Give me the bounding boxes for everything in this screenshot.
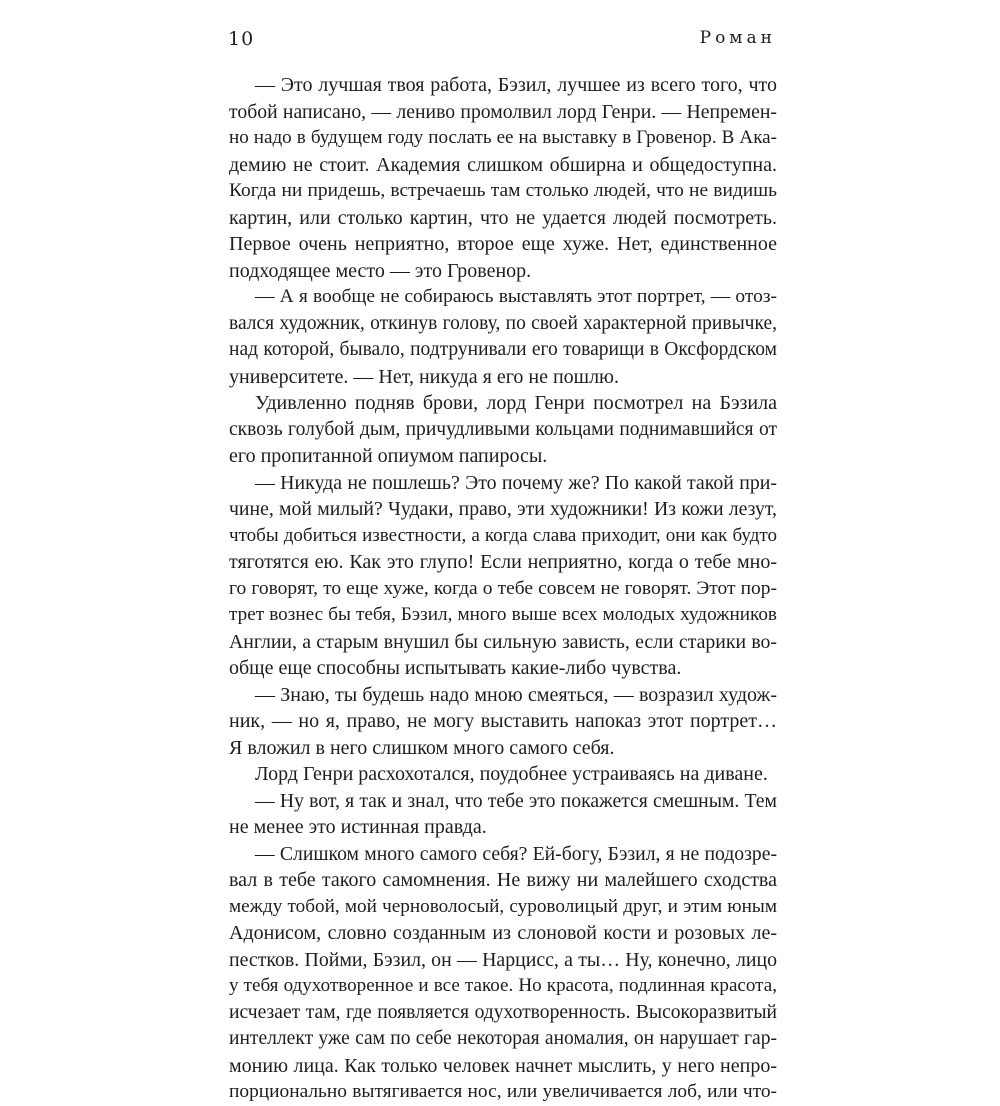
text-line: монию лица. Как только человек начнет мыслить, у него непро- [229, 1054, 777, 1077]
text-line: вался художник, откинув голову, по своей характерной привычке, [229, 312, 777, 334]
text-line: — Слишком много самого себя? Ей-богу, Бэзил, я не подозре- [255, 842, 777, 865]
text-line: демию не стоит. Академия слишком обширна и общедоступна. [229, 153, 777, 176]
text-line: Первое очень неприятно, второе еще хуже. Нет, единственное [229, 233, 777, 255]
text-line: порционально вытягивается нос, или увеличивается лоб, или что- [229, 1081, 777, 1102]
running-title: Роман [699, 28, 776, 48]
text-line: Англии, а старым внушил бы сильную зависть, если старики во- [229, 630, 777, 653]
text-line: у тебя одухотворенное и все такое. Но красота, подлинная красота, [229, 975, 777, 996]
text-line: над которой, бывало, подтрунивали его товарищи в Оксфордском [229, 339, 777, 360]
text-line: интеллект уже сам по себе некоторая аномалия, он нарушает гар- [229, 1028, 777, 1049]
text-line: — Знаю, ты будешь надо мною смеяться, — возразил худож- [255, 683, 777, 706]
text-line: картин, или столько картин, что не удается людей посмотреть. [229, 206, 777, 229]
text-line: тяготятся ею. Как это глупо! Если неприятно, когда о тебе мно- [229, 551, 777, 573]
text-line: сквозь голубой дым, причудливыми кольцами поднимавшийся от [229, 418, 777, 440]
page-number: 10 [228, 28, 255, 50]
text-line: подходящее место — это Гровенор. [229, 259, 532, 282]
text-line: между тобой, мой черноволосый, суроволицый друг, и этим юным [229, 895, 777, 917]
text-line: ник, — но я, право, не могу выставить напоказ этот портрет… [229, 710, 777, 732]
text-line: исчезает там, где появляется одухотворенность. Высокоразвитый [229, 1001, 777, 1023]
body-text [229, 72, 777, 1106]
text-line: обще еще способны испытывать какие-либо чувства. [229, 657, 682, 679]
text-line: университете. — Нет, никуда я его не пошлю. [229, 365, 619, 388]
text-line: но надо в будущем году послать ее на выставку в Гровенор. В Ака- [229, 127, 777, 148]
page-header [228, 28, 776, 54]
text-line: — Это лучшая твоя работа, Бэзил, лучшее из всего того, что [255, 74, 777, 96]
text-line: — Ну вот, я так и знал, что тебе это покажется смешным. Тем [255, 789, 777, 812]
text-line: — А я вообще не собираюсь выставлять этот портрет, — отоз- [255, 286, 777, 307]
text-line: не менее это истинная правда. [229, 816, 487, 838]
text-line: тобой написано, — лениво промолвил лорд Генри. — Непремен- [229, 100, 777, 123]
text-line: трет вознес бы тебя, Бэзил, много выше всех молодых художников [229, 604, 777, 625]
text-line: го говорят, то еще хуже, когда о тебе совсем не говорят. Этот пор- [229, 577, 777, 599]
text-line: вал в тебе такого самомнения. Не вижу ни малейшего сходства [229, 869, 777, 891]
text-line: Адонисом, словно созданным из слоновой кости и розовых ле- [229, 922, 777, 944]
text-line: Я вложил в него слишком много самого себя. [229, 736, 615, 759]
text-line: Лорд Генри расхохотался, поудобнее устраиваясь на диване. [255, 763, 768, 785]
text-line: чтобы добиться известности, а когда слава приходит, они как будто [229, 524, 777, 546]
text-line: пестков. Пойми, Бэзил, он — Нарцисс, а ты… Ну, конечно, лицо [229, 948, 777, 971]
text-line: — Никуда не пошлешь? Это почему же? По какой такой при- [255, 471, 777, 494]
text-line: Когда ни придешь, встречаешь там столько людей, что не видишь [229, 180, 777, 201]
text-line: Удивленно подняв брови, лорд Генри посмотрел на Бэзила [255, 392, 777, 414]
text-line: чине, мой милый? Чудаки, право, эти художники! Из кожи лезут, [229, 498, 777, 520]
text-line: его пропитанной опиумом папиросы. [229, 445, 548, 467]
